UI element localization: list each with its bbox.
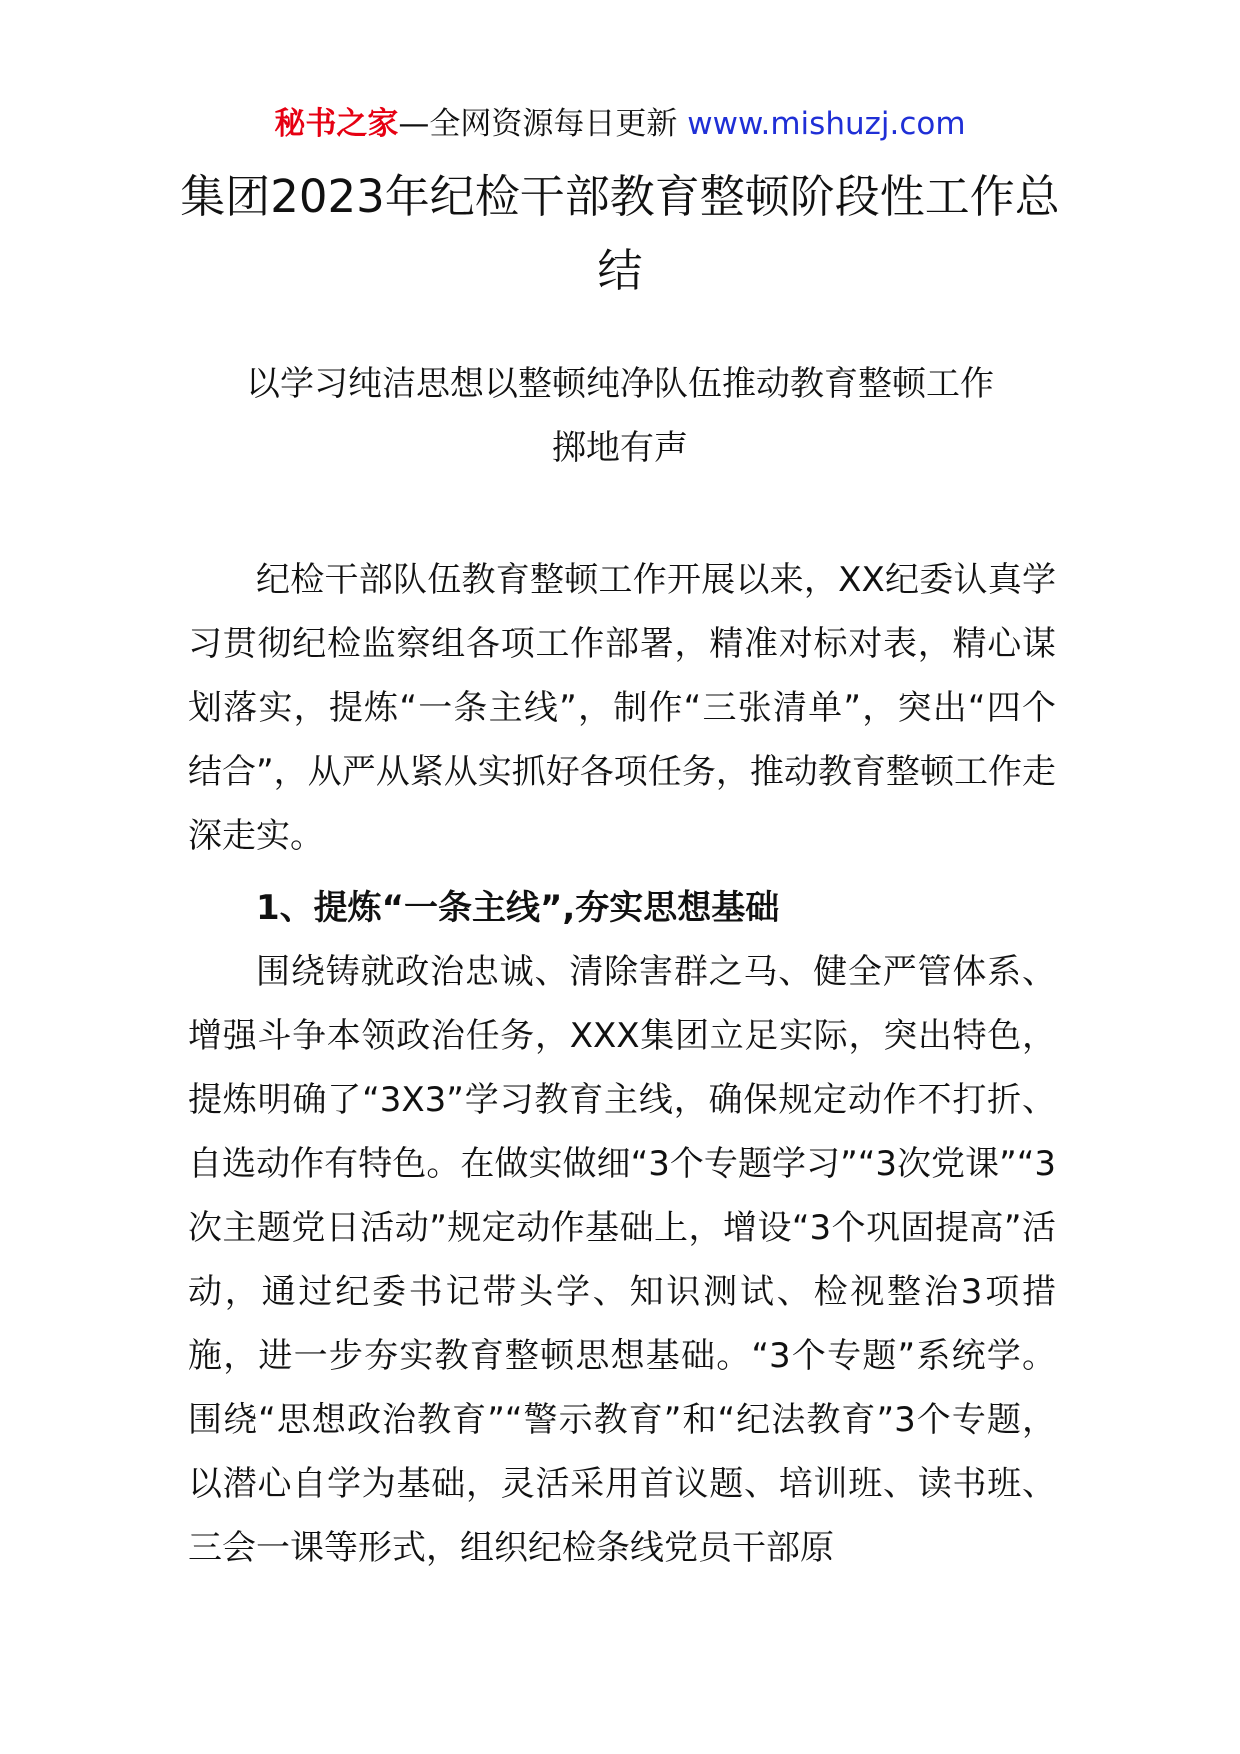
document-subtitle bbox=[170, 352, 1070, 480]
intro-paragraph: 纪检干部队伍教育整顿工作开展以来，XX纪委认真学习贯彻纪检监察组各项工作部署，精准对标对表，精心谋划落实，提炼“一条主线”，制作“三张清单”，突出“四个结合”，从严从紧从实抓好各项任务，推动教育整顿工作走深走实。 bbox=[188, 560, 1056, 856]
document-title: 集团2023年纪检干部教育整顿阶段性工作总结 bbox=[180, 170, 1060, 297]
subtitle-line-1: 以学习纯洁思想以整顿纯净队伍推动教育整顿工作 bbox=[246, 364, 994, 404]
site-brand: 秘书之家 bbox=[274, 106, 399, 142]
section-heading-1: 1、提炼“一条主线”,夯实思想基础 bbox=[256, 888, 780, 928]
site-header bbox=[0, 102, 1240, 146]
site-tagline: —全网资源每日更新 bbox=[398, 106, 678, 142]
section-1-paragraph: 围绕铸就政治忠诚、清除害群之马、健全严管体系、增强斗争本领政治任务，XXX集团立足实际，突出特色，提炼明确了“3X3”学习教育主线，确保规定动作不打折、自选动作有特色。在做实做细“3个专题学习”“3次党课”“3次主题党日活动”规定动作基础上，增设“3个巩固提高”活动，通过纪委书记带头学、知识测试、检视整治3项措施，进一步夯实教育整顿思想基础。“3个专题”系统学。围绕“思想政治教育”“警示教育”和“纪法教育”3个专题，以潜心自学为基础，灵活采用首议题、培训班、读书班、三会一课等形式，组织纪检条线党员干部原 bbox=[188, 952, 1056, 1568]
subtitle-line-2: 掷地有声 bbox=[552, 428, 688, 468]
site-url-link[interactable]: www.mishuzj.com bbox=[687, 106, 966, 142]
